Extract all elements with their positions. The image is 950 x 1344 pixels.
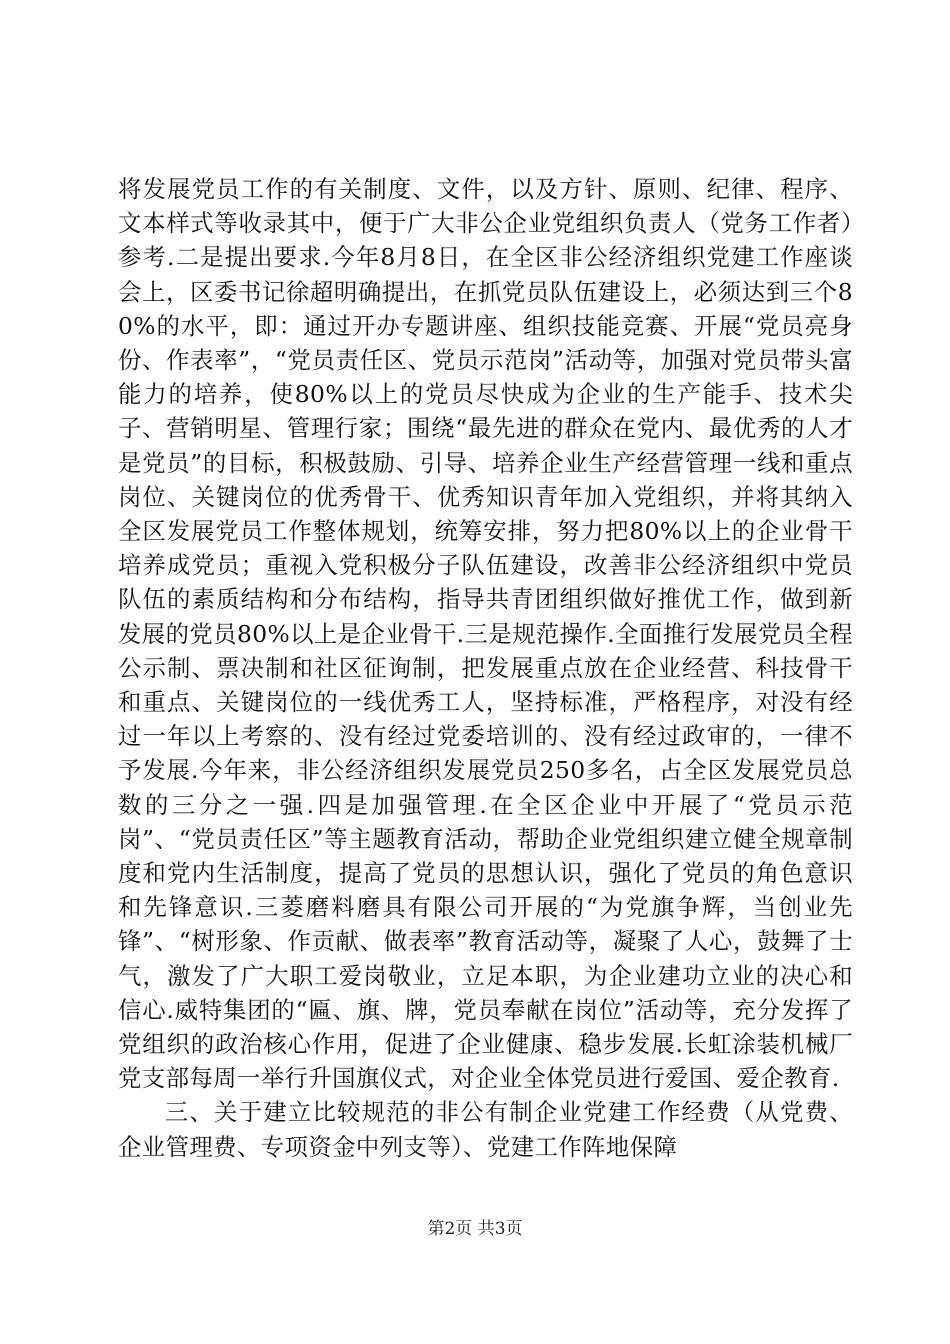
document-body	[118, 172, 853, 1164]
page-footer: 第2页 共3页	[427, 1219, 523, 1239]
paragraph-1: 将发展党员工作的有关制度、文件，以及方针、原则、纪律、程序、文本样式等收录其中，便于广大非公企业党组织负责人（党务工作者）参考.二是提出要求.今年8月8日，在全区非公经济组织党建工作座谈会上，区委书记徐超明确提出，在抓党员队伍建设上，必须达到三个80%的水平，即：通过开办专题讲座、组织技能竞赛、开展“党员亮身份、作表率”，“党员责任区、党员示范岗”活动等，加强对党员带头富能力的培养，使80%以上的党员尽快成为企业的生产能手、技术尖子、营销明星、管理行家；围绕“最先进的群众在党内、最优秀的人才是党员”的目标，积极鼓励、引导、培养企业生产经营管理一线和重点岗位、关键岗位的优秀骨干、优秀知识青年加入党组织，并将其纳入全区发展党员工作整体规划，统筹安排，努力把80%以上的企业骨干培养成党员；重视入党积极分子队伍建设，改善非公经济组织中党员队伍的素质结构和分布结构，指导共青团组织做好推优工作，做到新发展的党员80%以上是企业骨干.三是规范操作.全面推行发展党员全程公示制、票决制和社区征询制，把发展重点放在企业经营、科技骨干和重点、关键岗位的一线优秀工人，坚持标准，严格程序，对没有经过一年以上考察的、没有经过党委培训的、没有经过政审的，一律不予发展.今年来，非公经济组织发展党员250多名，占全区发展党员总数的三分之一强.四是加强管理.在全区企业中开展了“党员示范岗”、“党员责任区”等主题教育活动，帮助企业党组织建立健全规章制度和党内生活制度，提高了党员的思想认识，强化了党员的角色意识和先锋意识.三菱磨料磨具有限公司开展的“为党旗争辉，当创业先锋”、“树形象、作贡献、做表率”教育活动等，凝聚了人心，鼓舞了士气，激发了广大职工爱岗敬业，立足本职，为企业建功立业的决心和信心.威特集团的“匾、旗、牌，党员奉献在岗位”活动等，充分发挥了党组织的政治核心作用，促进了企业健康、稳步发展.长虹涂装机械厂党支部每周一举行升国旗仪式，对企业全体党员进行爱国、爱企教育.	[118, 175, 853, 1093]
paragraph-2: 三、关于建立比较规范的非公有制企业党建工作经费（从党费、企业管理费、专项资金中列支等）、党建工作阵地保障	[118, 1098, 853, 1161]
